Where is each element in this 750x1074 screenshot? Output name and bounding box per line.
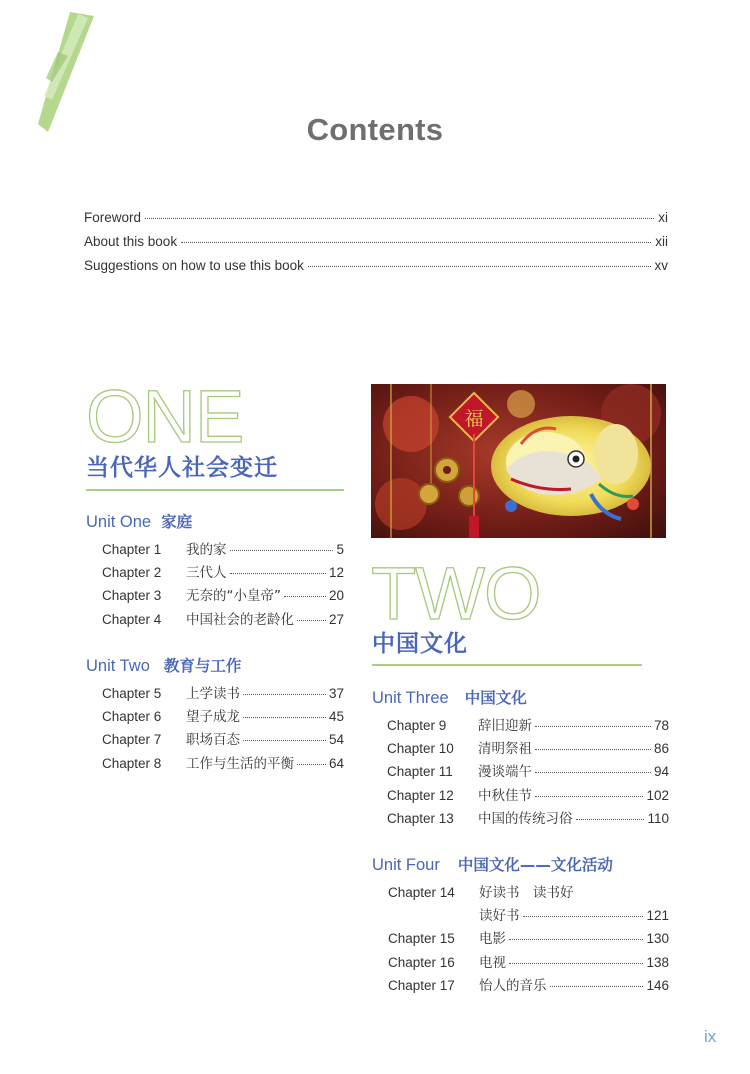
unit-one-chapters bbox=[102, 538, 344, 631]
dragon-dance-photo bbox=[371, 384, 666, 538]
unit-three-heading[interactable] bbox=[372, 686, 527, 708]
chapter-label: Chapter 12 bbox=[387, 787, 454, 803]
unit-label: Unit Four bbox=[372, 856, 440, 874]
dot-leader bbox=[535, 796, 643, 797]
unit-four-heading[interactable] bbox=[372, 853, 613, 875]
chapter-label: Chapter 4 bbox=[102, 611, 162, 627]
chapter-entry-continued[interactable] bbox=[388, 904, 669, 927]
chapter-page: 45 bbox=[328, 709, 344, 725]
chapter-page: 12 bbox=[328, 565, 344, 581]
chapter-title: 漫谈端午 bbox=[478, 764, 532, 781]
chapter-page: 94 bbox=[653, 764, 669, 780]
dot-leader bbox=[284, 596, 326, 597]
chapter-label: Chapter 8 bbox=[102, 755, 162, 771]
chapter-entry[interactable] bbox=[387, 714, 669, 737]
chapter-title: 电视 bbox=[479, 954, 506, 971]
chapter-label: Chapter 15 bbox=[388, 931, 455, 947]
chapter-page: 146 bbox=[646, 977, 669, 993]
chapter-page: 54 bbox=[328, 732, 344, 748]
chapter-title: 好读书 读书好 bbox=[479, 885, 574, 901]
chapter-title: 电影 bbox=[479, 931, 506, 948]
unit-label: Unit Three bbox=[372, 689, 449, 707]
chapter-title: 我的家 bbox=[186, 542, 227, 558]
chapter-entry[interactable] bbox=[387, 784, 669, 807]
dot-leader bbox=[550, 986, 644, 987]
dot-leader bbox=[243, 717, 326, 718]
fu-character: 福 bbox=[464, 408, 484, 430]
chapter-page: 5 bbox=[336, 542, 344, 557]
section-one-title: 当代华人社会变迁 bbox=[86, 455, 278, 481]
chapter-entry[interactable] bbox=[102, 538, 344, 561]
chapter-title: 辞旧迎新 bbox=[478, 718, 532, 734]
chapter-label: Chapter 6 bbox=[102, 709, 162, 725]
chapter-title: 三代人 bbox=[186, 565, 227, 582]
chapter-entry[interactable] bbox=[102, 752, 344, 775]
entry-label: Foreword bbox=[84, 210, 142, 225]
chapter-page: 37 bbox=[328, 686, 344, 701]
chapter-page: 130 bbox=[646, 931, 669, 947]
chapter-page: 78 bbox=[653, 718, 669, 733]
dot-leader bbox=[243, 740, 326, 741]
chapter-entry[interactable] bbox=[388, 881, 669, 904]
dot-leader bbox=[145, 218, 654, 219]
chapter-label: Chapter 14 bbox=[388, 885, 455, 900]
chapter-title: 望子成龙 bbox=[186, 709, 240, 726]
chapter-entry[interactable] bbox=[102, 682, 344, 705]
dot-leader bbox=[297, 620, 326, 621]
unit-title: 中国文化 bbox=[464, 689, 527, 707]
toc-entry-suggestions[interactable] bbox=[84, 258, 668, 282]
chapter-title: 怡人的音乐 bbox=[479, 977, 547, 994]
dot-leader bbox=[509, 939, 643, 940]
chapter-label: Chapter 9 bbox=[387, 718, 447, 733]
chapter-entry[interactable] bbox=[387, 737, 669, 760]
entry-label: Suggestions on how to use this book bbox=[84, 258, 304, 273]
chapter-page: 102 bbox=[646, 787, 669, 803]
section-one-rule bbox=[86, 489, 344, 491]
chapter-title: 无奈的“小皇帝” bbox=[186, 588, 281, 605]
chapter-title: 上学读书 bbox=[186, 686, 240, 702]
chapter-entry[interactable] bbox=[102, 608, 344, 631]
dot-leader bbox=[509, 963, 643, 964]
entry-page: xv bbox=[654, 258, 668, 273]
dot-leader bbox=[523, 916, 644, 917]
unit-two-chapters bbox=[102, 682, 344, 775]
dot-leader bbox=[297, 764, 326, 765]
chapter-page: 20 bbox=[328, 588, 344, 604]
unit-label: Unit Two bbox=[86, 657, 150, 675]
dot-leader bbox=[535, 772, 651, 773]
unit-title: 家庭 bbox=[161, 513, 193, 531]
chapter-title: 中国的传统习俗 bbox=[478, 810, 573, 827]
dot-leader bbox=[535, 749, 651, 750]
chapter-page: 64 bbox=[328, 755, 344, 771]
dot-leader bbox=[576, 819, 645, 820]
dot-leader bbox=[308, 266, 651, 267]
chapter-label: Chapter 17 bbox=[388, 977, 455, 993]
dot-leader bbox=[181, 242, 651, 243]
entry-label: About this book bbox=[84, 234, 178, 249]
chapter-entry[interactable] bbox=[387, 807, 669, 830]
chapter-label: Chapter 3 bbox=[102, 588, 162, 604]
chapter-entry[interactable] bbox=[102, 705, 344, 728]
section-two-word: TWO bbox=[371, 552, 541, 635]
chapter-title: 清明祭祖 bbox=[478, 741, 532, 758]
chapter-label: Chapter 11 bbox=[387, 764, 453, 780]
chapter-page: 138 bbox=[646, 954, 669, 970]
front-matter-list bbox=[84, 210, 668, 282]
chapter-page: 27 bbox=[328, 611, 344, 627]
chapter-entry[interactable] bbox=[388, 927, 669, 950]
dot-leader bbox=[230, 550, 334, 551]
chapter-entry[interactable] bbox=[102, 728, 344, 751]
chapter-label: Chapter 13 bbox=[387, 810, 454, 826]
chapter-label: Chapter 1 bbox=[102, 542, 162, 557]
chapter-entry[interactable] bbox=[102, 561, 344, 584]
unit-one-heading[interactable] bbox=[86, 510, 192, 532]
unit-title: 教育与工作 bbox=[163, 657, 242, 675]
chapter-page: 86 bbox=[653, 741, 669, 757]
chapter-entry[interactable] bbox=[387, 760, 669, 783]
toc-entry-about[interactable] bbox=[84, 234, 668, 258]
section-two-title: 中国文化 bbox=[372, 631, 468, 657]
unit-two-heading[interactable] bbox=[86, 654, 241, 676]
section-one-word: ONE bbox=[86, 375, 244, 458]
chapter-entry[interactable] bbox=[388, 974, 669, 997]
chapter-title: 中秋佳节 bbox=[478, 787, 532, 804]
chapter-title: 工作与生活的平衡 bbox=[186, 755, 294, 772]
unit-title: 中国文化——文化活动 bbox=[457, 856, 613, 874]
toc-entry-foreword[interactable] bbox=[84, 210, 668, 234]
page-number: ix bbox=[704, 1027, 717, 1046]
section-two-rule bbox=[372, 664, 642, 666]
dot-leader bbox=[535, 726, 651, 727]
chapter-page: 121 bbox=[646, 908, 669, 924]
chapter-title: 中国社会的老龄化 bbox=[186, 611, 294, 628]
entry-page: xi bbox=[658, 210, 668, 225]
dot-leader bbox=[243, 694, 326, 695]
unit-four-chapters bbox=[388, 881, 669, 997]
page-title: Contents bbox=[306, 112, 444, 147]
chapter-page: 110 bbox=[647, 810, 669, 826]
chapter-entry[interactable] bbox=[388, 951, 669, 974]
chapter-label: Chapter 10 bbox=[387, 741, 454, 757]
unit-label: Unit One bbox=[86, 513, 152, 531]
chapter-label: Chapter 2 bbox=[102, 565, 162, 581]
chapter-entry[interactable] bbox=[102, 584, 344, 607]
chapter-title: 读好书 bbox=[479, 908, 520, 925]
chapter-label: Chapter 16 bbox=[388, 954, 455, 970]
entry-page: xii bbox=[655, 234, 668, 249]
chapter-title: 职场百态 bbox=[186, 732, 240, 749]
unit-three-chapters bbox=[387, 714, 669, 830]
chapter-label: Chapter 7 bbox=[102, 732, 162, 748]
chapter-label: Chapter 5 bbox=[102, 686, 162, 701]
dot-leader bbox=[230, 573, 326, 574]
